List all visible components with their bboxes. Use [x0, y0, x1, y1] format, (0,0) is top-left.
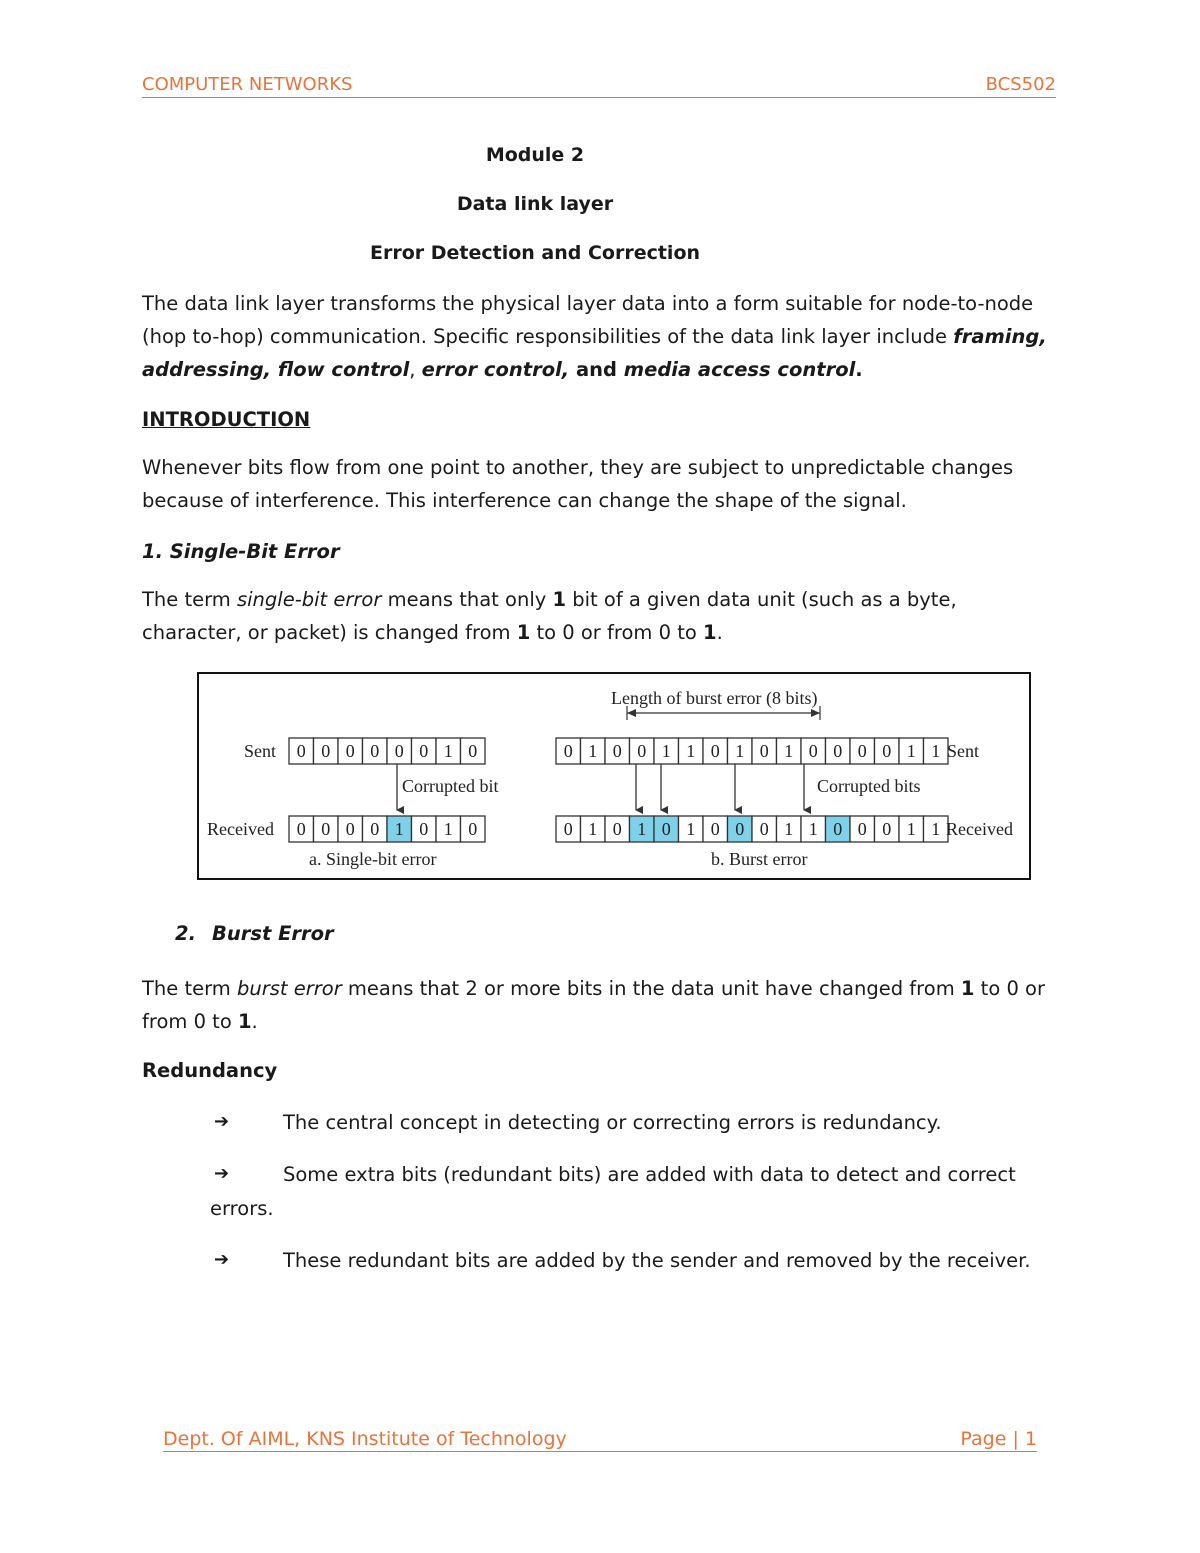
single-sent-bit: 1 — [443, 741, 453, 761]
burst-received-bit: 1 — [637, 819, 647, 839]
burst-sent-bit: 1 — [735, 741, 745, 761]
error-types-figure — [197, 672, 1031, 880]
sb-t2: means that only — [381, 588, 553, 611]
corrupted-bit-label: Corrupted bit — [402, 776, 499, 796]
burst-length-label: Length of burst error (8 bits) — [611, 688, 818, 708]
single-sent-bit: 0 — [468, 741, 478, 761]
burst-heading-number: 2. — [175, 922, 196, 945]
bullet-arrow-icon: ➔ — [214, 1163, 230, 1184]
burst-sent-bit: 1 — [784, 741, 794, 761]
burst-sent-bit: 0 — [833, 741, 843, 761]
burst-sent-bit: 0 — [612, 741, 622, 761]
redundancy-bullet-2: Some extra bits (redundant bits) are added with data to detect and correct — [283, 1163, 1016, 1186]
intro-paragraph — [142, 287, 1062, 386]
module-title: Module 2 — [485, 144, 585, 166]
single-bit-heading: 1. Single-Bit Error — [142, 540, 340, 563]
redundancy-bullet-1: The central concept in detecting or correcting errors is redundancy. — [283, 1111, 942, 1134]
sb-one3: 1 — [702, 621, 717, 644]
single-sent-bit: 0 — [345, 741, 355, 761]
footer-page-number: Page | 1 — [960, 1428, 1037, 1450]
burst-sent-bit: 0 — [882, 741, 892, 761]
page-footer — [163, 1428, 1037, 1452]
burst-received-bit: 0 — [759, 819, 769, 839]
single-received-bit: 0 — [419, 819, 429, 839]
footer-department: Dept. Of AIML, KNS Institute of Technology — [163, 1428, 567, 1450]
bullet-arrow-icon: ➔ — [214, 1249, 230, 1270]
burst-length-arrow-left — [627, 709, 636, 717]
burst-sent-bit: 1 — [588, 741, 598, 761]
sb-t3: bit of a given data unit (such as a byte, character, or packet) is changed from — [142, 588, 957, 644]
single-received-label: Received — [207, 819, 274, 839]
redundancy-bullet-2-cont: errors. — [210, 1197, 274, 1220]
error-diagram — [199, 674, 1028, 877]
burst-received-bit: 0 — [563, 819, 573, 839]
header-course-code: BCS502 — [985, 74, 1056, 95]
burst-sent-bit: 0 — [857, 741, 867, 761]
responsibility-3: media access control — [623, 358, 856, 381]
sb-one2: 1 — [516, 621, 531, 644]
sb-t1: The term — [142, 588, 237, 611]
be-one2: 1 — [237, 1010, 252, 1033]
burst-received-bit: 1 — [931, 819, 941, 839]
burst-received-bit: 0 — [735, 819, 745, 839]
bullet-arrow-icon: ➔ — [214, 1111, 230, 1132]
page-header — [142, 74, 1056, 98]
header-subject: COMPUTER NETWORKS — [142, 74, 353, 95]
single-bit-paragraph — [142, 583, 1022, 649]
responsibility-1: framing, addressing, flow control — [142, 325, 1047, 381]
redundancy-heading: Redundancy — [142, 1059, 278, 1082]
be-t1: The term — [142, 977, 237, 1000]
burst-received-bit: 1 — [588, 819, 598, 839]
burst-heading: Burst Error — [212, 922, 334, 945]
single-sent-bit: 0 — [419, 741, 429, 761]
burst-sent-label: Sent — [947, 741, 980, 761]
be-t2: means that 2 or more bits in the data unit have changed from — [341, 977, 961, 1000]
caption-single-bit: a. Single-bit error — [309, 849, 437, 869]
introduction-text: Whenever bits flow from one point to another, they are subject to unpredictable changes because of interference. This interference can change the shape of the signal. — [142, 456, 1014, 512]
single-sent-bit: 0 — [394, 741, 404, 761]
redundancy-bullet-3: These redundant bits are added by the sender and removed by the receiver. — [283, 1249, 1031, 1272]
intro-end: . — [855, 358, 863, 381]
corrupted-bits-label: Corrupted bits — [817, 776, 921, 796]
caption-burst: b. Burst error — [711, 849, 808, 869]
sb-one1: 1 — [552, 588, 567, 611]
sep-2: and — [569, 358, 624, 381]
single-received-bit: 1 — [394, 819, 404, 839]
burst-sent-bit: 1 — [931, 741, 941, 761]
be-one1: 1 — [960, 977, 975, 1000]
burst-sent-bit: 1 — [661, 741, 671, 761]
sep-1: , — [409, 358, 422, 381]
single-received-bit: 0 — [468, 819, 478, 839]
burst-sent-bit: 0 — [563, 741, 573, 761]
burst-received-label: Received — [946, 819, 1013, 839]
burst-length-arrow-right — [811, 709, 820, 717]
sb-t5: . — [716, 621, 723, 644]
burst-received-bit: 1 — [808, 819, 818, 839]
burst-paragraph — [142, 972, 1052, 1038]
single-received-bit: 0 — [321, 819, 331, 839]
burst-sent-bit: 1 — [906, 741, 916, 761]
burst-received-bit: 1 — [906, 819, 916, 839]
burst-sent-bit: 0 — [808, 741, 818, 761]
single-sent-bit: 0 — [321, 741, 331, 761]
single-sent-label: Sent — [244, 741, 277, 761]
layer-title: Data link layer — [456, 193, 614, 215]
single-received-bit: 0 — [296, 819, 306, 839]
burst-received-bit: 0 — [833, 819, 843, 839]
single-received-bit: 0 — [370, 819, 380, 839]
intro-text: The data link layer transforms the physical layer data into a form suitable for node-to-node (hop to-hop) communication. Specific responsibilities of the data link layer include — [142, 292, 1034, 348]
single-bit-term: single-bit error — [236, 588, 382, 611]
burst-received-bit: 0 — [612, 819, 622, 839]
burst-sent-bit: 0 — [710, 741, 720, 761]
single-received-bit: 0 — [345, 819, 355, 839]
topic-title: Error Detection and Correction — [369, 242, 701, 264]
responsibility-2: error control, — [421, 358, 570, 381]
single-received-bit: 1 — [443, 819, 453, 839]
sb-t4: to 0 or from 0 to — [530, 621, 703, 644]
burst-received-bit: 0 — [661, 819, 671, 839]
burst-error-term: burst error — [236, 977, 342, 1000]
burst-received-bit: 0 — [882, 819, 892, 839]
burst-sent-bit: 0 — [759, 741, 769, 761]
burst-received-bit: 0 — [857, 819, 867, 839]
be-t3: to 0 or from 0 to — [142, 977, 1045, 1033]
be-t4: . — [251, 1010, 258, 1033]
single-sent-bit: 0 — [370, 741, 380, 761]
burst-received-bit: 1 — [686, 819, 696, 839]
single-sent-bit: 0 — [296, 741, 306, 761]
burst-sent-bit: 1 — [686, 741, 696, 761]
introduction-heading: INTRODUCTION — [142, 408, 311, 431]
burst-sent-bit: 0 — [637, 741, 647, 761]
burst-received-bit: 1 — [784, 819, 794, 839]
burst-received-bit: 0 — [710, 819, 720, 839]
